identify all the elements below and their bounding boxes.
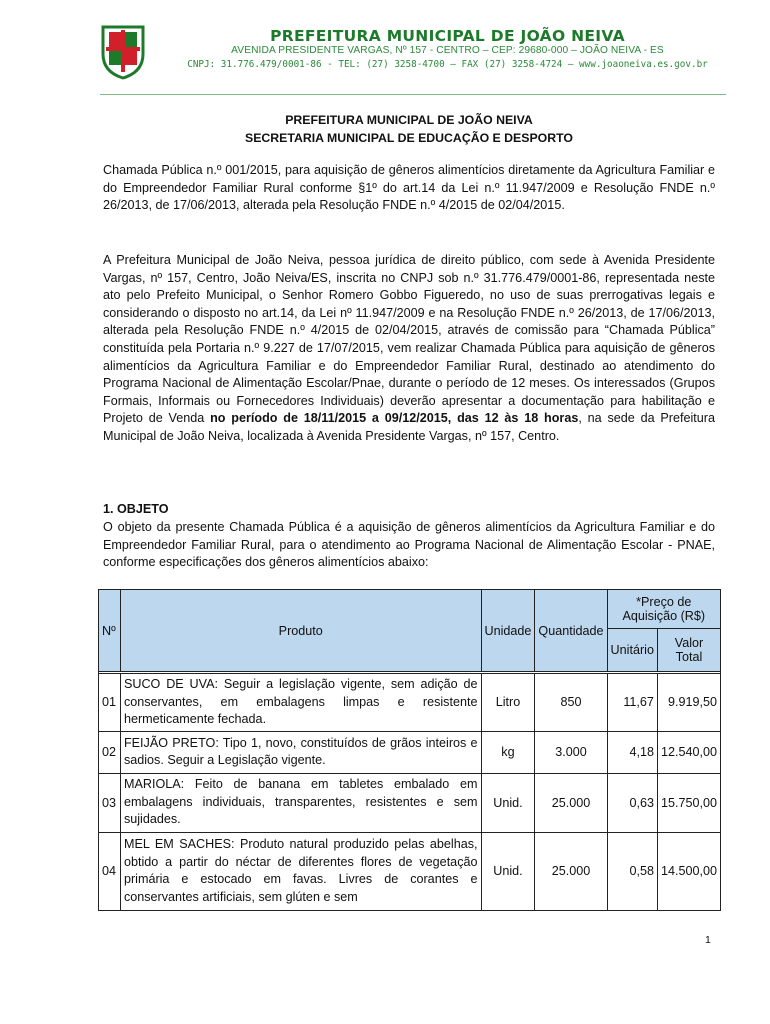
row-total: 15.750,00 (657, 773, 720, 832)
paragraph-2-period: no período de 18/11/2015 a 09/12/2015, das 12 às 18 horas (210, 411, 579, 426)
row-total: 14.500,00 (657, 832, 720, 910)
header-total: Valor Total (657, 629, 720, 672)
paragraph-2 (103, 252, 715, 446)
row-product: SUCO DE UVA: Seguir a legislação vigente, sem adição de conservantes, em embalagens limpas e resistente hermeticamente fechada. (120, 674, 481, 732)
paragraph-1: Chamada Pública n.º 001/2015, para aquisição de gêneros alimentícios diretamente da Agricultura Familiar e do Empreendedor Familiar Rural conforme §1º do art.14 da Lei n.º 11.947/2009 e Resolução FNDE n.º 26/2013, de 17/06/2013, alterada pela Resolução FNDE n.º 4/2015 de 02/04/2015. (103, 163, 715, 213)
section-1-title: 1. OBJETO (103, 502, 169, 516)
row-total: 9.919,50 (657, 674, 720, 732)
row-quantity: 3.000 (535, 731, 607, 773)
table-row (99, 832, 721, 910)
row-no: 03 (99, 773, 121, 832)
row-no: 02 (99, 731, 121, 773)
paragraph-2-end: , na sede da Prefeitura Municipal de João Neiva, localizada à Avenida Presidente Vargas, nº 157, Centro. (103, 411, 716, 443)
header-address: AVENIDA PRESIDENTE VARGAS, Nº 157 - CENTRO – CEP: 29680-000 – JOÃO NEIVA - ES (231, 45, 664, 56)
row-unit: Litro (481, 674, 535, 732)
header-price-group: *Preço de Aquisição (R$) (607, 590, 720, 629)
municipal-seal-icon (100, 24, 146, 80)
row-unit: Unid. (481, 832, 535, 910)
paragraph-2-start: A Prefeitura Municipal de João Neiva, pessoa jurídica de direito público, com sede à Avenida Presidente Vargas, nº 157, Centro, João Neiva/ES, inscrita no CNPJ sob n.º 31.776.479/0001-86, representada neste ato pelo Prefeito Municipal, o Senhor Romero Gobbo Figueredo, no uso de suas prerrogativas legais e considerando o disposto no art.14, da Lei nº 11.947/2009 e na Resolução FNDE n.º 26/2013, de 17/06/2013, alterada pela Resolução FNDE n.º 4/2015 de 02/04/2015, através de comissão para “Chamada Pública” constituída pela Portaria n.º 9.227 de 17/07/2015, vem realizar Chamada Pública para aquisição de gêneros alimentícios da Agricultura Familiar e do Empreendedor Familiar Rural, destinado ao atendimento do Programa Nacional de Alimentação Escolar/Pnae, durante o período de 12 meses. Os interessados (Grupos Formais, Informais ou Fornecedores Individuais) deverão apresentar a documentação para habilitação e Projeto de Venda (103, 253, 715, 426)
row-quantity: 850 (535, 674, 607, 732)
row-unit-price: 0,63 (607, 773, 657, 832)
row-product: MARIOLA: Feito de banana em tabletes embalado em embalagens individuais, transparentes, resistentes e sem sujidades. (120, 773, 481, 832)
header-divider (100, 94, 726, 95)
row-product: FEIJÃO PRETO: Tipo 1, novo, constituídos de grãos inteiros e sadios. Seguir a Legislação vigente. (120, 731, 481, 773)
header-contact: CNPJ: 31.776.479/0001-86 - TEL: (27) 3258-4700 – FAX (27) 3258-4724 – www.joaoneiva.es.gov.br (187, 59, 708, 70)
row-product: MEL EM SACHES: Produto natural produzido pelas abelhas, obtido a partir do néctar de diferentes flores de vegetação primária e estocado em favas. Livres de corantes e conservantes artificiais, sem glúten e sem (120, 832, 481, 910)
row-no: 04 (99, 832, 121, 910)
document-title-line2: SECRETARIA MUNICIPAL DE EDUCAÇÃO E DESPORTO (245, 131, 573, 145)
row-total: 12.540,00 (657, 731, 720, 773)
table-row (99, 773, 721, 832)
header-quantity: Quantidade (535, 590, 607, 672)
header-no: Nº (99, 590, 121, 672)
page-number: 1 (705, 934, 711, 946)
document-title (103, 111, 715, 147)
items-table (98, 589, 721, 911)
row-unit-price: 4,18 (607, 731, 657, 773)
header-unit: Unidade (481, 590, 535, 672)
row-unit: Unid. (481, 773, 535, 832)
header-title: PREFEITURA MUNICIPAL DE JOÃO NEIVA (270, 27, 625, 45)
row-no: 01 (99, 674, 121, 732)
document-title-line1: PREFEITURA MUNICIPAL DE JOÃO NEIVA (285, 113, 533, 127)
header-product: Produto (120, 590, 481, 672)
row-unit-price: 0,58 (607, 832, 657, 910)
row-unit: kg (481, 731, 535, 773)
paragraph-3: O objeto da presente Chamada Pública é a aquisição de gêneros alimentícios da Agricultura Familiar e do Empreendedor Familiar Rural, para o atendimento ao Programa Nacional de Alimentação Escolar - PNAE, conforme especificações dos gêneros alimentícios abaixo: (103, 520, 715, 570)
table-row (99, 731, 721, 773)
row-unit-price: 11,67 (607, 674, 657, 732)
row-quantity: 25.000 (535, 832, 607, 910)
header-unit-price: Unitário (607, 629, 657, 672)
row-quantity: 25.000 (535, 773, 607, 832)
table-row (99, 674, 721, 732)
